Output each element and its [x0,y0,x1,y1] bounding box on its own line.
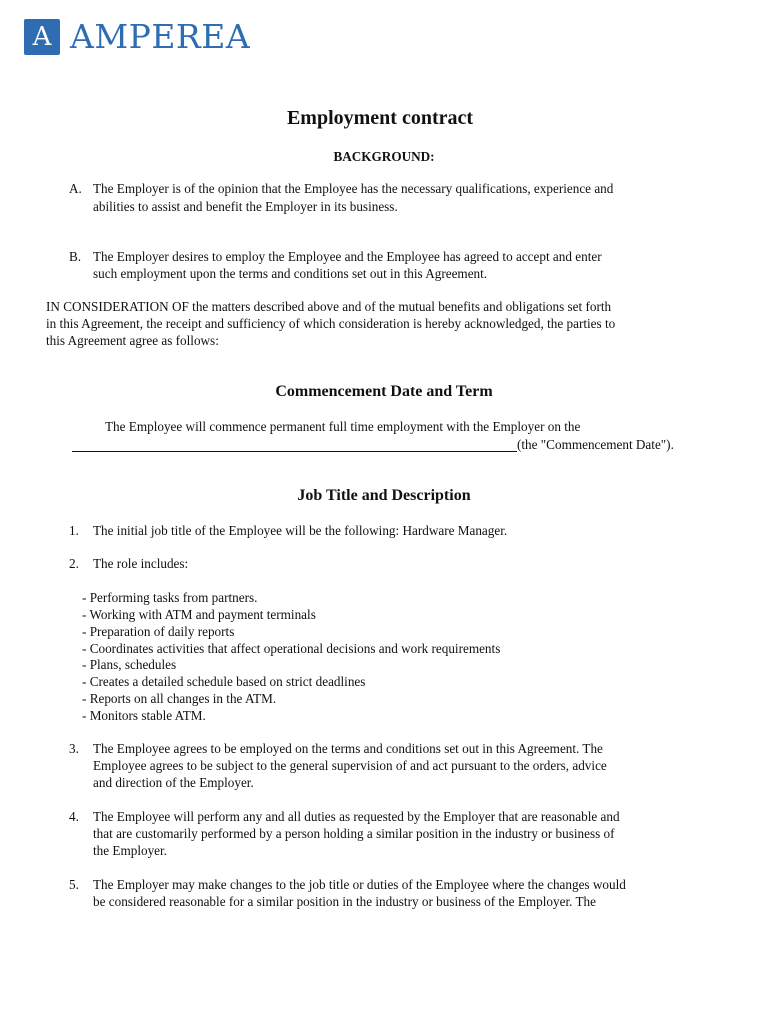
role-line: - Coordinates activities that affect operational decisions and work requirements [82,641,501,656]
section-heading-job: Job Title and Description [297,487,471,504]
job-item-line: Employee agrees to be subject to the general supervision of and act pursuant to the orders, advice [93,758,607,773]
list-marker: 1. [69,523,79,538]
logo-wordmark: AMPEREA [70,17,251,56]
date-blank-line [72,451,517,452]
list-marker: 4. [69,809,79,824]
background-item-line: abilities to assist and benefit the Employer in its business. [93,199,398,214]
role-line: - Performing tasks from partners. [82,590,258,605]
job-item-line: The Employee will perform any and all duties as requested by the Employer that are reasonable and [93,809,620,824]
job-item-line: The Employee agrees to be employed on the terms and conditions set out in this Agreement. The [93,741,603,756]
role-line: - Creates a detailed schedule based on strict deadlines [82,674,366,689]
role-line: - Plans, schedules [82,657,177,672]
job-item-line: The Employer may make changes to the job title or duties of the Employee where the changes would [93,877,626,892]
list-marker: A. [69,181,82,196]
commencement-line: The Employee will commence permanent full time employment with the Employer on the [105,419,581,434]
role-line: - Monitors stable ATM. [82,708,206,723]
background-heading: BACKGROUND: [333,149,435,164]
consideration-line: this Agreement agree as follows: [46,333,219,348]
background-item-line: The Employer desires to employ the Employee and the Employee has agreed to accept and enter [93,249,602,264]
list-marker: 5. [69,877,79,892]
role-line: - Preparation of daily reports [82,624,235,639]
logo-mark: A [24,19,60,55]
consideration-line: IN CONSIDERATION OF the matters described above and of the mutual benefits and obligations set forth [46,299,612,314]
job-item-text: The initial job title of the Employee will be the following: Hardware Manager. [93,523,508,538]
job-item-text: The role includes: [93,556,189,571]
list-marker: 3. [69,741,79,756]
background-item-line: such employment upon the terms and conditions set out in this Agreement. [93,266,488,281]
job-item-line: that are customarily performed by a person holding a similar position in the industry or business of [93,826,615,841]
list-marker: B. [69,249,82,264]
job-item-line: be considered reasonable for a similar position in the industry or business of the Employer. The [93,894,596,909]
role-line: - Working with ATM and payment terminals [82,607,316,622]
background-item-line: The Employer is of the opinion that the Employee has the necessary qualifications, experience and [93,181,614,196]
role-line: - Reports on all changes in the ATM. [82,691,277,706]
consideration-line: in this Agreement, the receipt and sufficiency of which consideration is hereby acknowledged, the parties to [46,316,616,331]
job-item-line: and direction of the Employer. [93,775,254,790]
document-title: Employment contract [286,107,474,129]
commencement-suffix: (the "Commencement Date"). [517,437,674,452]
list-marker: 2. [69,556,79,571]
section-heading-commencement: Commencement Date and Term [275,383,493,400]
job-item-line: the Employer. [93,843,167,858]
